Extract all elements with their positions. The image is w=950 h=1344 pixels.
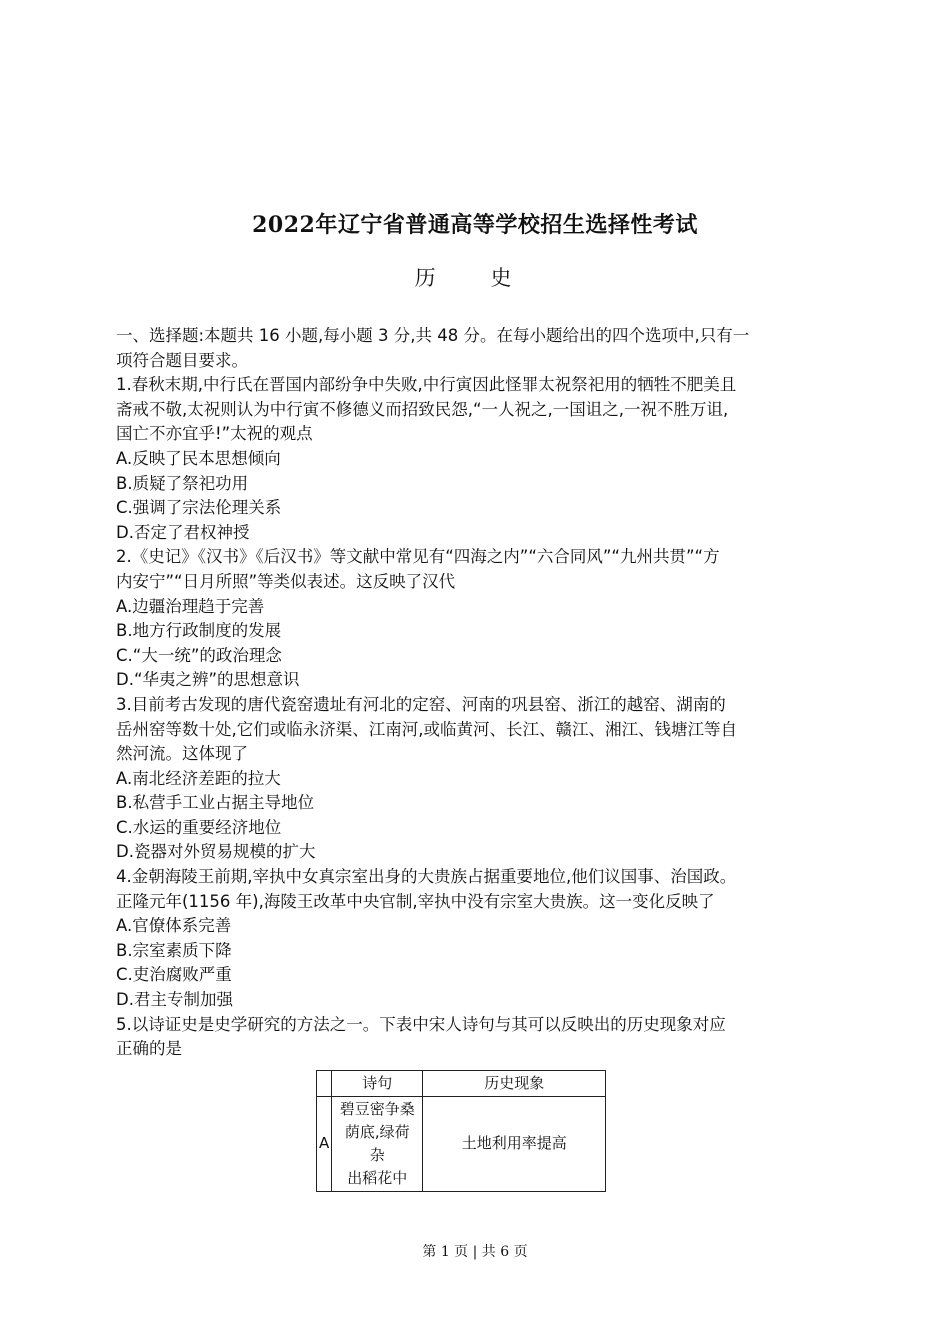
- question-stem-line: 1.春秋末期,中行氏在晋国内部纷争中失败,中行寅因此怪罪太祝祭祀用的牺牲不肥美且: [116, 375, 737, 395]
- subject-title: 历 史: [414, 266, 536, 290]
- question-5: [116, 1013, 836, 1192]
- question-1: [116, 373, 836, 545]
- section-intro-line: 一、选择题:本题共 16 小题,每小题 3 分,共 48 分。在每小题给出的四个选项中,只有一: [116, 326, 750, 345]
- option-a: A.边疆治理趋于完善: [116, 596, 265, 616]
- option-d: D.否定了君权神授: [116, 522, 250, 542]
- poem-line: 碧豆密争桑: [339, 1099, 415, 1118]
- question-stem-line: 2.《史记》《汉书》《后汉书》等文献中常见有“四海之内”“六合同风”“九州共贯”“方: [116, 547, 720, 567]
- exam-content: [116, 324, 836, 1192]
- option-c: C.水运的重要经济地位: [116, 817, 282, 837]
- table-cell-poem: [332, 1096, 423, 1191]
- question-3: [116, 693, 836, 865]
- question-stem-line: 斋戒不敬,太祝则认为中行寅不修德义而招致民怨,“一人祝之,一国诅之,一祝不胜万诅,: [116, 399, 729, 419]
- option-c: C.强调了宗法伦理关系: [116, 498, 282, 518]
- option-b: B.私营手工业占据主导地位: [116, 793, 315, 813]
- option-b: B.地方行政制度的发展: [116, 621, 282, 641]
- page-footer: 第 1 页 | 共 6 页: [422, 1244, 528, 1260]
- section-intro-line: 项符合题目要求。: [116, 350, 248, 370]
- option-b: B.宗室素质下降: [116, 940, 232, 960]
- table-header-cell: 历史现象: [423, 1070, 606, 1096]
- table-header-cell: 诗句: [332, 1070, 423, 1096]
- question-stem-line: 3.目前考古发现的唐代瓷窑遗址有河北的定窑、河南的巩县窑、浙江的越窑、湖南的: [116, 694, 726, 714]
- option-d: D.瓷器对外贸易规模的扩大: [116, 842, 316, 862]
- option-d: D.“华夷之辨”的思想意识: [116, 670, 300, 690]
- option-a: A.反映了民本思想倾向: [116, 448, 281, 468]
- table-row: [317, 1096, 606, 1191]
- option-a: A.官僚体系完善: [116, 916, 232, 936]
- question-stem-line: 正隆元年(1156 年),海陵王改革中央官制,宰执中没有宗室大贵族。这一变化反映了: [116, 891, 715, 911]
- table-row-tag: A: [317, 1096, 332, 1191]
- question-stem-line: 内安宁”“日月所照”等类似表述。这反映了汉代: [116, 571, 456, 591]
- question-stem-line: 然河流。这体现了: [116, 744, 248, 764]
- exam-title: 2022年辽宁省普通高等学校招生选择性考试: [252, 212, 698, 238]
- question-stem-line: 国亡不亦宜乎!”太祝的观点: [116, 424, 313, 444]
- poem-line: 出稻花中: [347, 1168, 408, 1187]
- option-a: A.南北经济差距的拉大: [116, 768, 281, 788]
- table-header-row: [317, 1070, 606, 1096]
- option-c: C.“大一统”的政治理念: [116, 645, 282, 665]
- option-c: C.吏治腐败严重: [116, 965, 232, 985]
- table-cell-history: 土地利用率提高: [423, 1096, 606, 1191]
- question-stem-line: 岳州窑等数十处,它们或临永济渠、江南河,或临黄河、长江、赣江、湘江、钱塘江等自: [116, 719, 737, 739]
- table-header-cell: [317, 1070, 332, 1096]
- poem-history-table: [316, 1070, 606, 1192]
- poem-line: 荫底,绿荷杂: [344, 1122, 410, 1164]
- question-stem-line: 5.以诗证史是史学研究的方法之一。下表中宋人诗句与其可以反映出的历史现象对应: [116, 1014, 726, 1034]
- question-2: [116, 545, 836, 693]
- option-b: B.质疑了祭祀功用: [116, 473, 249, 493]
- option-d: D.君主专制加强: [116, 990, 233, 1010]
- question-stem-line: 4.金朝海陵王前期,宰执中女真宗室出身的大贵族占据重要地位,他们议国事、治国政。: [116, 867, 737, 887]
- question-4: [116, 865, 836, 1013]
- question-stem-line: 正确的是: [116, 1039, 182, 1059]
